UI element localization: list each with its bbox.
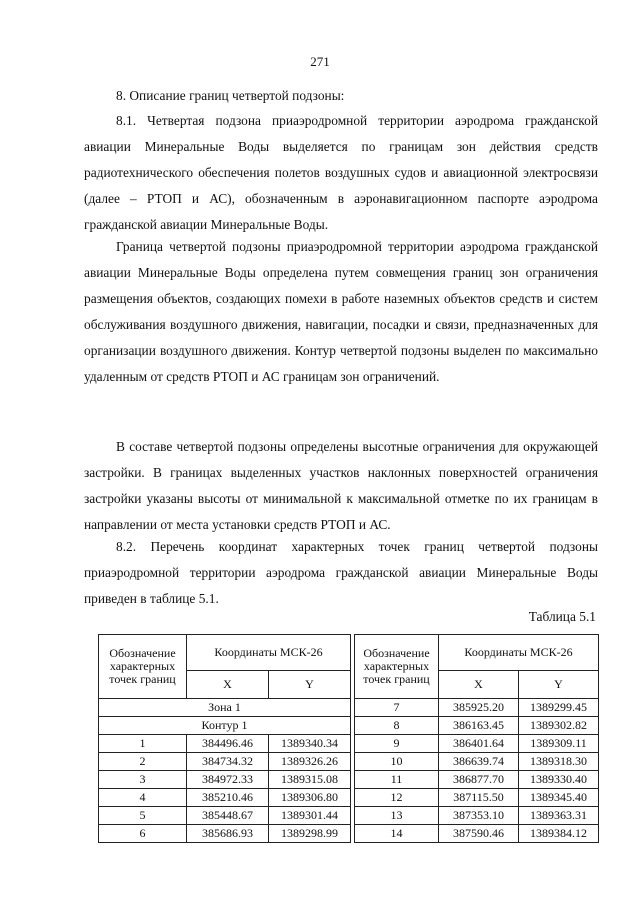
table-caption: Таблица 5.1 (528, 609, 596, 624)
coord-x: 384496.46 (187, 735, 269, 753)
point-number: 13 (355, 807, 439, 825)
point-number: 4 (99, 789, 187, 807)
coord-x: 384734.32 (187, 753, 269, 771)
table-row (99, 825, 351, 843)
coordinates-table-left (98, 634, 351, 843)
header-x: X (187, 671, 269, 699)
coord-x: 387590.46 (439, 825, 519, 843)
point-number: 10 (355, 753, 439, 771)
header-y: Y (269, 671, 351, 699)
header-x: X (439, 671, 519, 699)
coord-y: 1389326.26 (269, 753, 351, 771)
coord-y: 1389345.40 (519, 789, 599, 807)
coord-y: 1389299.45 (519, 699, 599, 717)
coord-x: 386877.70 (439, 771, 519, 789)
zone-label: Зона 1 (99, 699, 351, 717)
coord-x: 385448.67 (187, 807, 269, 825)
coordinates-table-right (354, 634, 599, 843)
point-number: 1 (99, 735, 187, 753)
coord-y: 1389384.12 (519, 825, 599, 843)
table-row (355, 789, 599, 807)
coord-y: 1389309.11 (519, 735, 599, 753)
point-number: 14 (355, 825, 439, 843)
table-row (355, 825, 599, 843)
coord-x: 387353.10 (439, 807, 519, 825)
point-number: 11 (355, 771, 439, 789)
coord-x: 386639.74 (439, 753, 519, 771)
point-number: 3 (99, 771, 187, 789)
table-row (355, 807, 599, 825)
coord-x: 387115.50 (439, 789, 519, 807)
coord-y: 1389315.08 (269, 771, 351, 789)
coord-x: 384972.33 (187, 771, 269, 789)
table-row (99, 807, 351, 825)
table-row (99, 735, 351, 753)
coord-y: 1389340.34 (269, 735, 351, 753)
point-number: 5 (99, 807, 187, 825)
coord-y: 1389363.31 (519, 807, 599, 825)
header-coords: Координаты МСК-26 (439, 635, 599, 671)
header-point: Обозначение характерных точек границ (355, 635, 439, 699)
page-number: 271 (310, 54, 330, 69)
table-row (355, 717, 599, 735)
coord-y: 1389330.40 (519, 771, 599, 789)
contour-label: Контур 1 (99, 717, 351, 735)
point-number: 2 (99, 753, 187, 771)
point-number: 12 (355, 789, 439, 807)
coord-y: 1389301.44 (269, 807, 351, 825)
point-number: 7 (355, 699, 439, 717)
paragraph-height-limits: В составе четвертой подзоны определены высотные ограничения для окружающей застройки. В границах выделенных участков наклонных поверхностей ограничения застройки указаны высоты от минимальной к максимальной отметке по их границам в направлении от места установки средств РТОП и АС. (84, 439, 598, 532)
header-coords: Координаты МСК-26 (187, 635, 351, 671)
paragraph-8-2: 8.2. Перечень координат характерных точек границ четвертой подзоны приаэродромной территории аэродрома гражданской авиации Минеральные Воды приведен в таблице 5.1. (84, 539, 598, 606)
table-row (99, 753, 351, 771)
header-y: Y (519, 671, 599, 699)
coord-y: 1389302.82 (519, 717, 599, 735)
coord-y: 1389318.30 (519, 753, 599, 771)
paragraph-boundary: Граница четвертой подзоны приаэродромной территории аэродрома гражданской авиации Минеральные Воды определена путем совмещения границ зон ограничения размещения объектов, создающих помехи в работе наземных объектов средств и систем обслуживания воздушного движения, навигации, посадки и связи, предназначенных для организации воздушного движения. Контур четвертой подзоны выделен по максимально удаленным от средств РТОП и АС границам зон ограничений. (84, 239, 598, 384)
coord-x: 385925.20 (439, 699, 519, 717)
table-row (99, 789, 351, 807)
point-number: 9 (355, 735, 439, 753)
coord-x: 386401.64 (439, 735, 519, 753)
table-row (99, 771, 351, 789)
table-row (355, 735, 599, 753)
coord-x: 385210.46 (187, 789, 269, 807)
coord-x: 385686.93 (187, 825, 269, 843)
paragraph-8-1: 8.1. Четвертая подзона приаэродромной территории аэродрома гражданской авиации Минеральные Воды выделяется по границам зон действия средств радиотехнического обеспечения полетов воздушных судов и авиационной электросвязи (далее – РТОП и АС), обозначенным в аэронавигационном паспорте аэродрома гражданской авиации Минеральные Воды. (84, 113, 598, 232)
coord-y: 1389306.80 (269, 789, 351, 807)
header-point: Обозначение характерных точек границ (99, 635, 187, 699)
table-row (355, 699, 599, 717)
point-number: 8 (355, 717, 439, 735)
coord-x: 386163.45 (439, 717, 519, 735)
point-number: 6 (99, 825, 187, 843)
table-row (355, 771, 599, 789)
table-row (355, 753, 599, 771)
coord-y: 1389298.99 (269, 825, 351, 843)
section-heading: 8. Описание границ четвертой подзоны: (116, 88, 345, 103)
